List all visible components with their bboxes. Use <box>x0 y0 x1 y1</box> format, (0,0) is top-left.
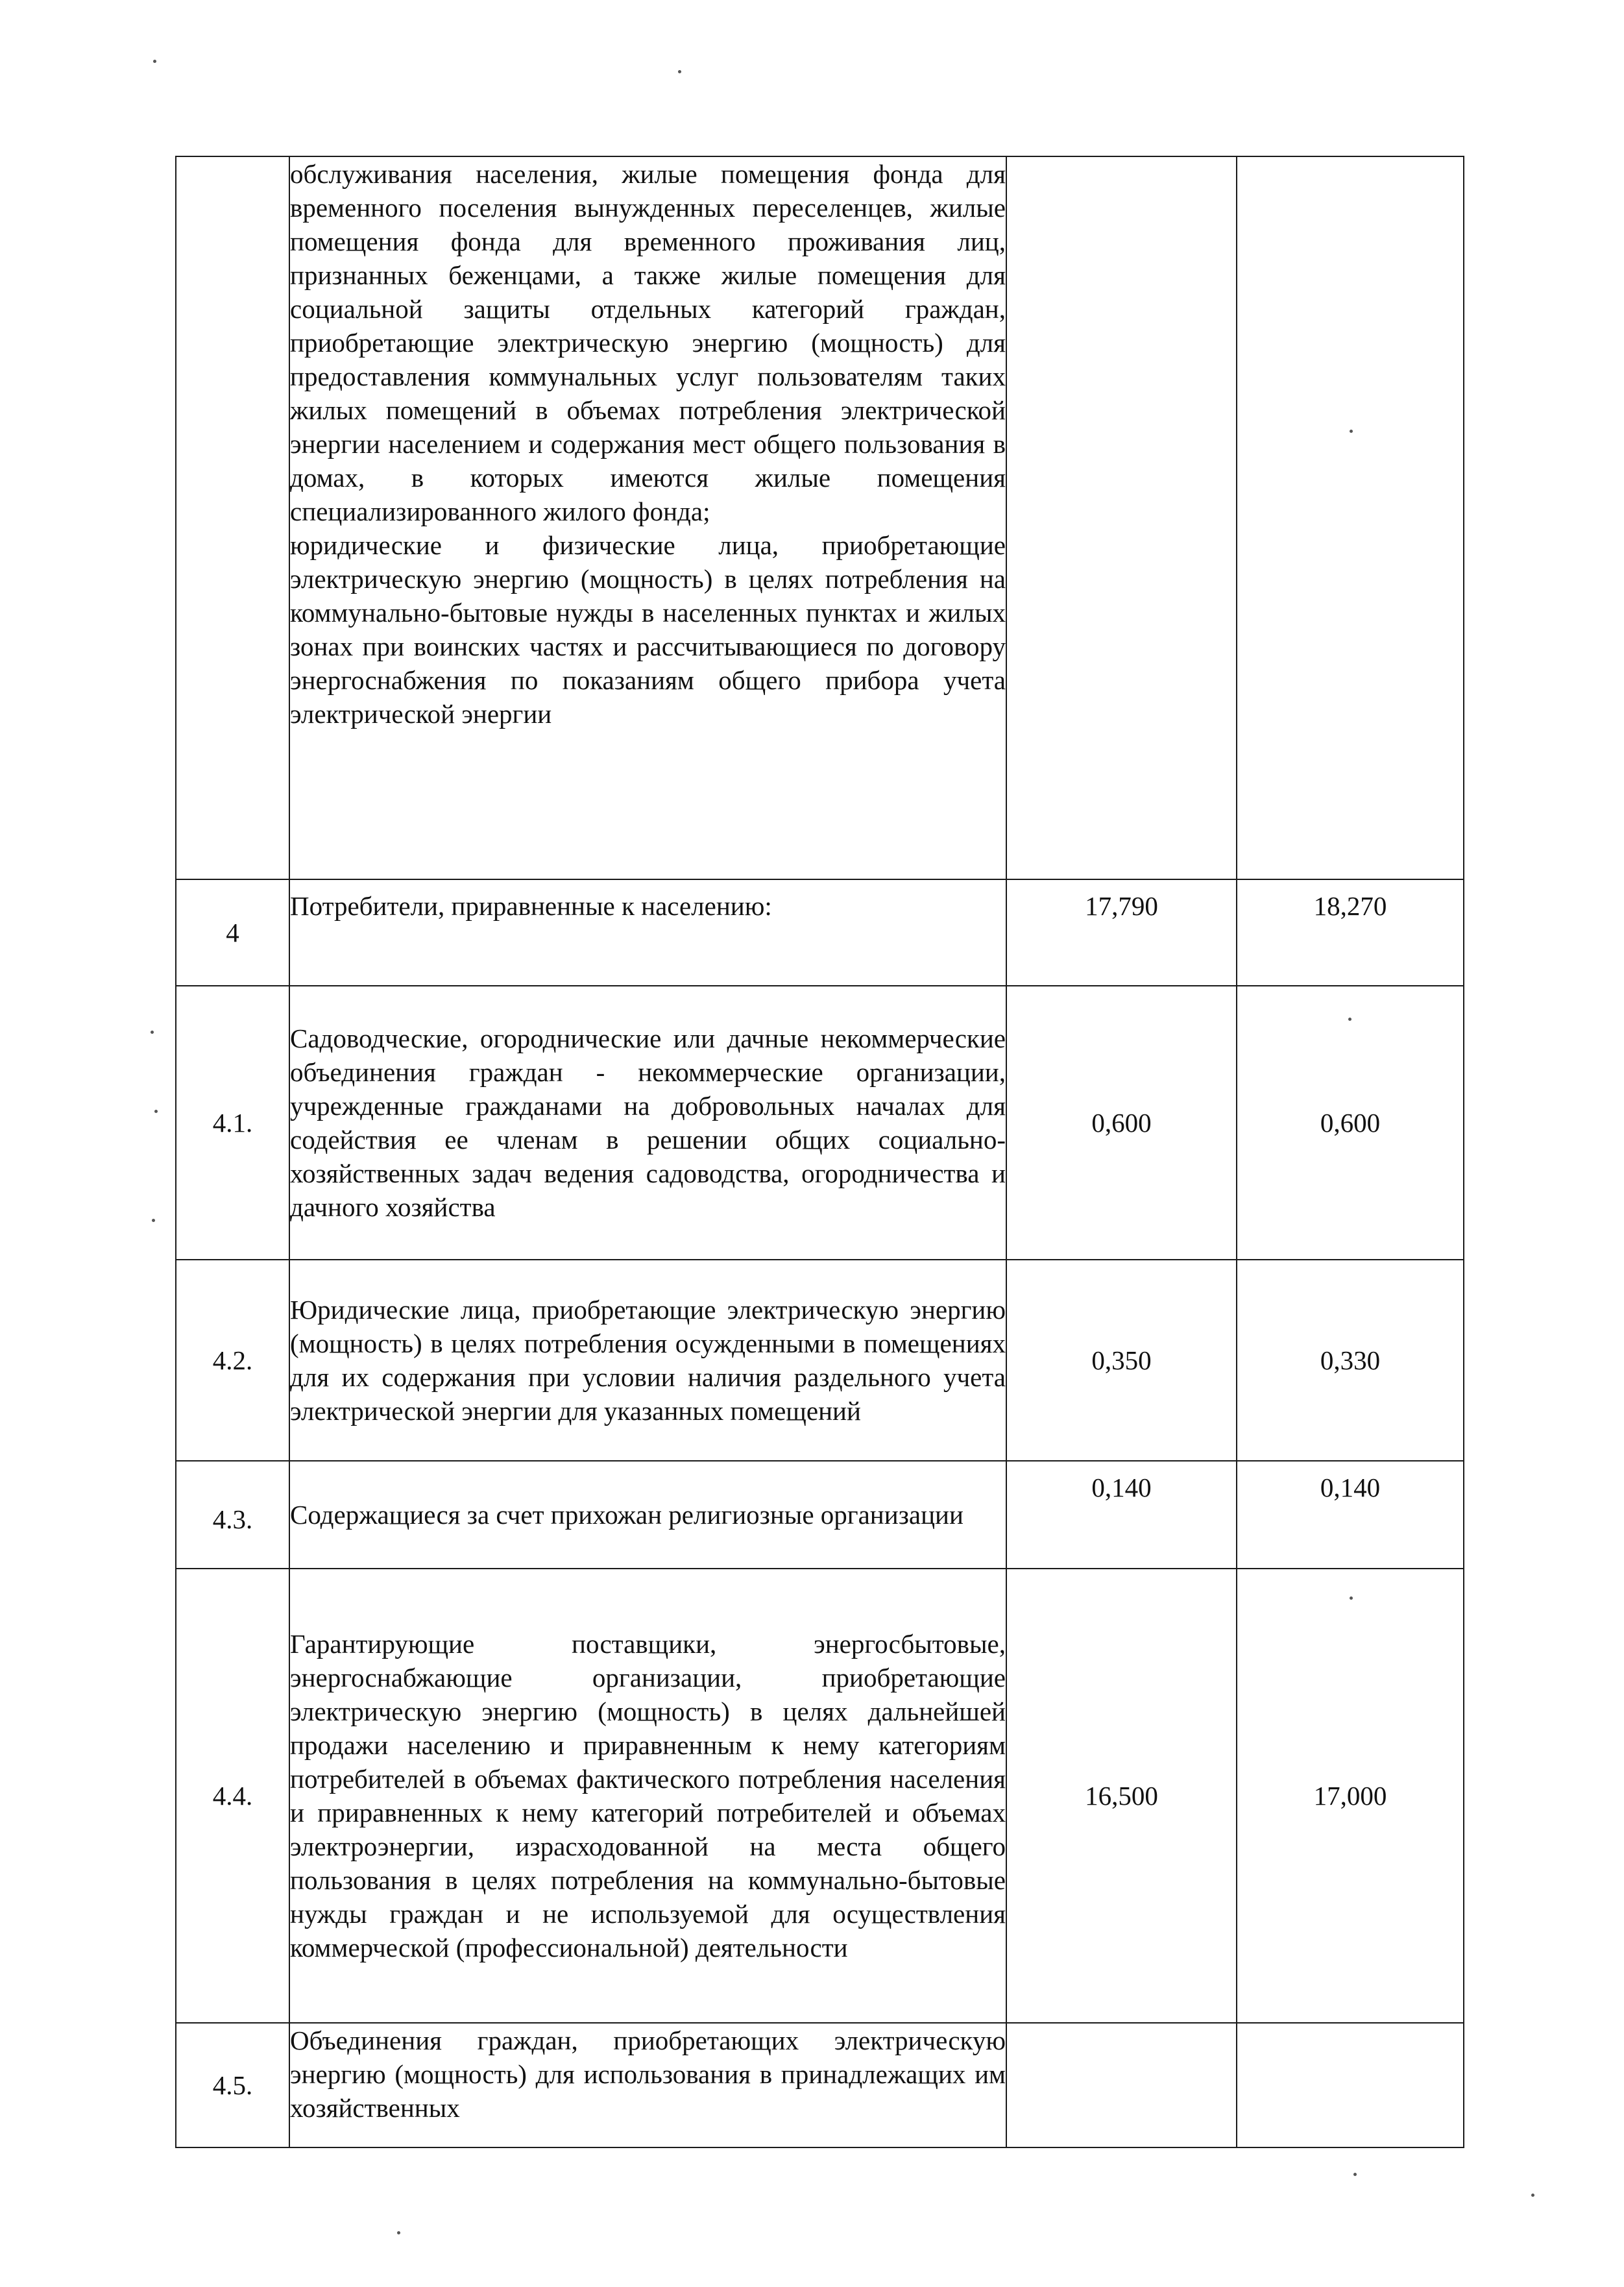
row-number-cell: 4.3. <box>176 1461 289 1569</box>
description-paragraph: Садоводческие, огороднические или дачные некоммерческие объединения граждан - некоммерческие организации, учрежденные гражданами на добровольных началах для содействия ее членам в решении общих социально-хозяйственных задач ведения садоводства, огородничества и дачного хозяйства <box>290 1023 1006 1222</box>
value-cell-1: 17,790 <box>1006 879 1237 986</box>
value-cell-2: 18,270 <box>1237 879 1464 986</box>
scan-speck <box>397 2231 400 2234</box>
description-paragraph: Гарантирующие поставщики, энергосбытовые, энергоснабжающие организации, приобретающие электрическую энергию (мощность) в целях дальнейшей продажи населению и приравненным к нему категориям потребителей в объемах фактического потребления населения и приравненных к нему категорий потребителей и объемах электроэнергии, израсходованной на места общего пользования в целях потребления на коммунально-бытовые нужды граждан и не используемой для осуществления коммерческой (профессиональной) деятельности <box>290 1629 1006 1963</box>
row-number-cell <box>176 156 289 879</box>
row-number-cell: 4.1. <box>176 986 289 1260</box>
description-paragraph: юридические и физические лица, приобретающие электрическую энергию (мощность) в целях потребления на коммунально-бытовые нужды в населенных пунктах и жилых зонах при воинских частях и рассчитывающиеся по договору энергоснабжения по показаниям общего прибора учета электрической энергии <box>290 530 1006 729</box>
scan-speck <box>152 1219 155 1222</box>
row-description-cell <box>289 879 1006 986</box>
value-cell-1: 16,500 <box>1006 1569 1237 2023</box>
value-cell-2 <box>1237 2023 1464 2147</box>
value-cell-2: 0,330 <box>1237 1260 1464 1461</box>
table-row <box>176 1569 1464 2023</box>
value-cell-2: 0,140 <box>1237 1461 1464 1569</box>
value-cell-1: 0,600 <box>1006 986 1237 1260</box>
row-number-cell: 4.5. <box>176 2023 289 2147</box>
description-paragraph: обслуживания населения, жилые помещения фонда для временного поселения вынужденных переселенцев, жилые помещения фонда для временного проживания лиц, признанных беженцами, а также жилые помещения для социальной защиты отдельных категорий граждан, приобретающие электрическую энергию (мощность) для предоставления коммунальных услуг пользователям таких жилых помещений в объемах потребления электрической энергии населением и содержания мест общего пользования в домах, в которых имеются жилые помещения специализированного жилого фонда; <box>290 159 1006 526</box>
table-row <box>176 156 1464 879</box>
value-cell-1 <box>1006 156 1237 879</box>
table-row <box>176 879 1464 986</box>
row-description-cell <box>289 1461 1006 1569</box>
table-row <box>176 986 1464 1260</box>
scan-speck <box>1348 1018 1351 1021</box>
value-cell-2: 17,000 <box>1237 1569 1464 2023</box>
description-paragraph: Содержащиеся за счет прихожан религиозные организации <box>290 1500 963 1530</box>
scan-speck <box>678 70 681 73</box>
description-paragraph: Объединения граждан, приобретающих электрическую энергию (мощность) для использования в принадлежащих им хозяйственных <box>290 2025 1006 2123</box>
value-cell-1: 0,350 <box>1006 1260 1237 1461</box>
value-cell-1: 0,140 <box>1006 1461 1237 1569</box>
row-number-cell: 4.4. <box>176 1569 289 2023</box>
table-row <box>176 1461 1464 1569</box>
row-number-cell: 4 <box>176 879 289 986</box>
description-paragraph: Потребители, приравненные к населению: <box>290 891 772 921</box>
row-description-cell <box>289 986 1006 1260</box>
tariff-table <box>175 156 1464 2148</box>
scan-speck <box>1350 430 1353 433</box>
scan-speck <box>154 1110 158 1113</box>
row-description-cell <box>289 1260 1006 1461</box>
row-description-cell <box>289 156 1006 879</box>
value-cell-2 <box>1237 156 1464 879</box>
row-description-cell <box>289 2023 1006 2147</box>
value-cell-1 <box>1006 2023 1237 2147</box>
table-row <box>176 1260 1464 1461</box>
scan-speck <box>1350 1596 1353 1600</box>
description-paragraph: Юридические лица, приобретающие электрическую энергию (мощность) в целях потребления осужденными в помещениях для их содержания при условии наличия раздельного учета электрической энергии для указанных помещений <box>290 1295 1006 1426</box>
scan-speck <box>153 60 156 63</box>
table-row <box>176 2023 1464 2147</box>
scan-speck <box>1531 2194 1534 2197</box>
row-description-cell <box>289 1569 1006 2023</box>
row-number-cell: 4.2. <box>176 1260 289 1461</box>
scan-speck <box>151 1031 154 1034</box>
scan-speck <box>1353 2173 1357 2176</box>
value-cell-2: 0,600 <box>1237 986 1464 1260</box>
